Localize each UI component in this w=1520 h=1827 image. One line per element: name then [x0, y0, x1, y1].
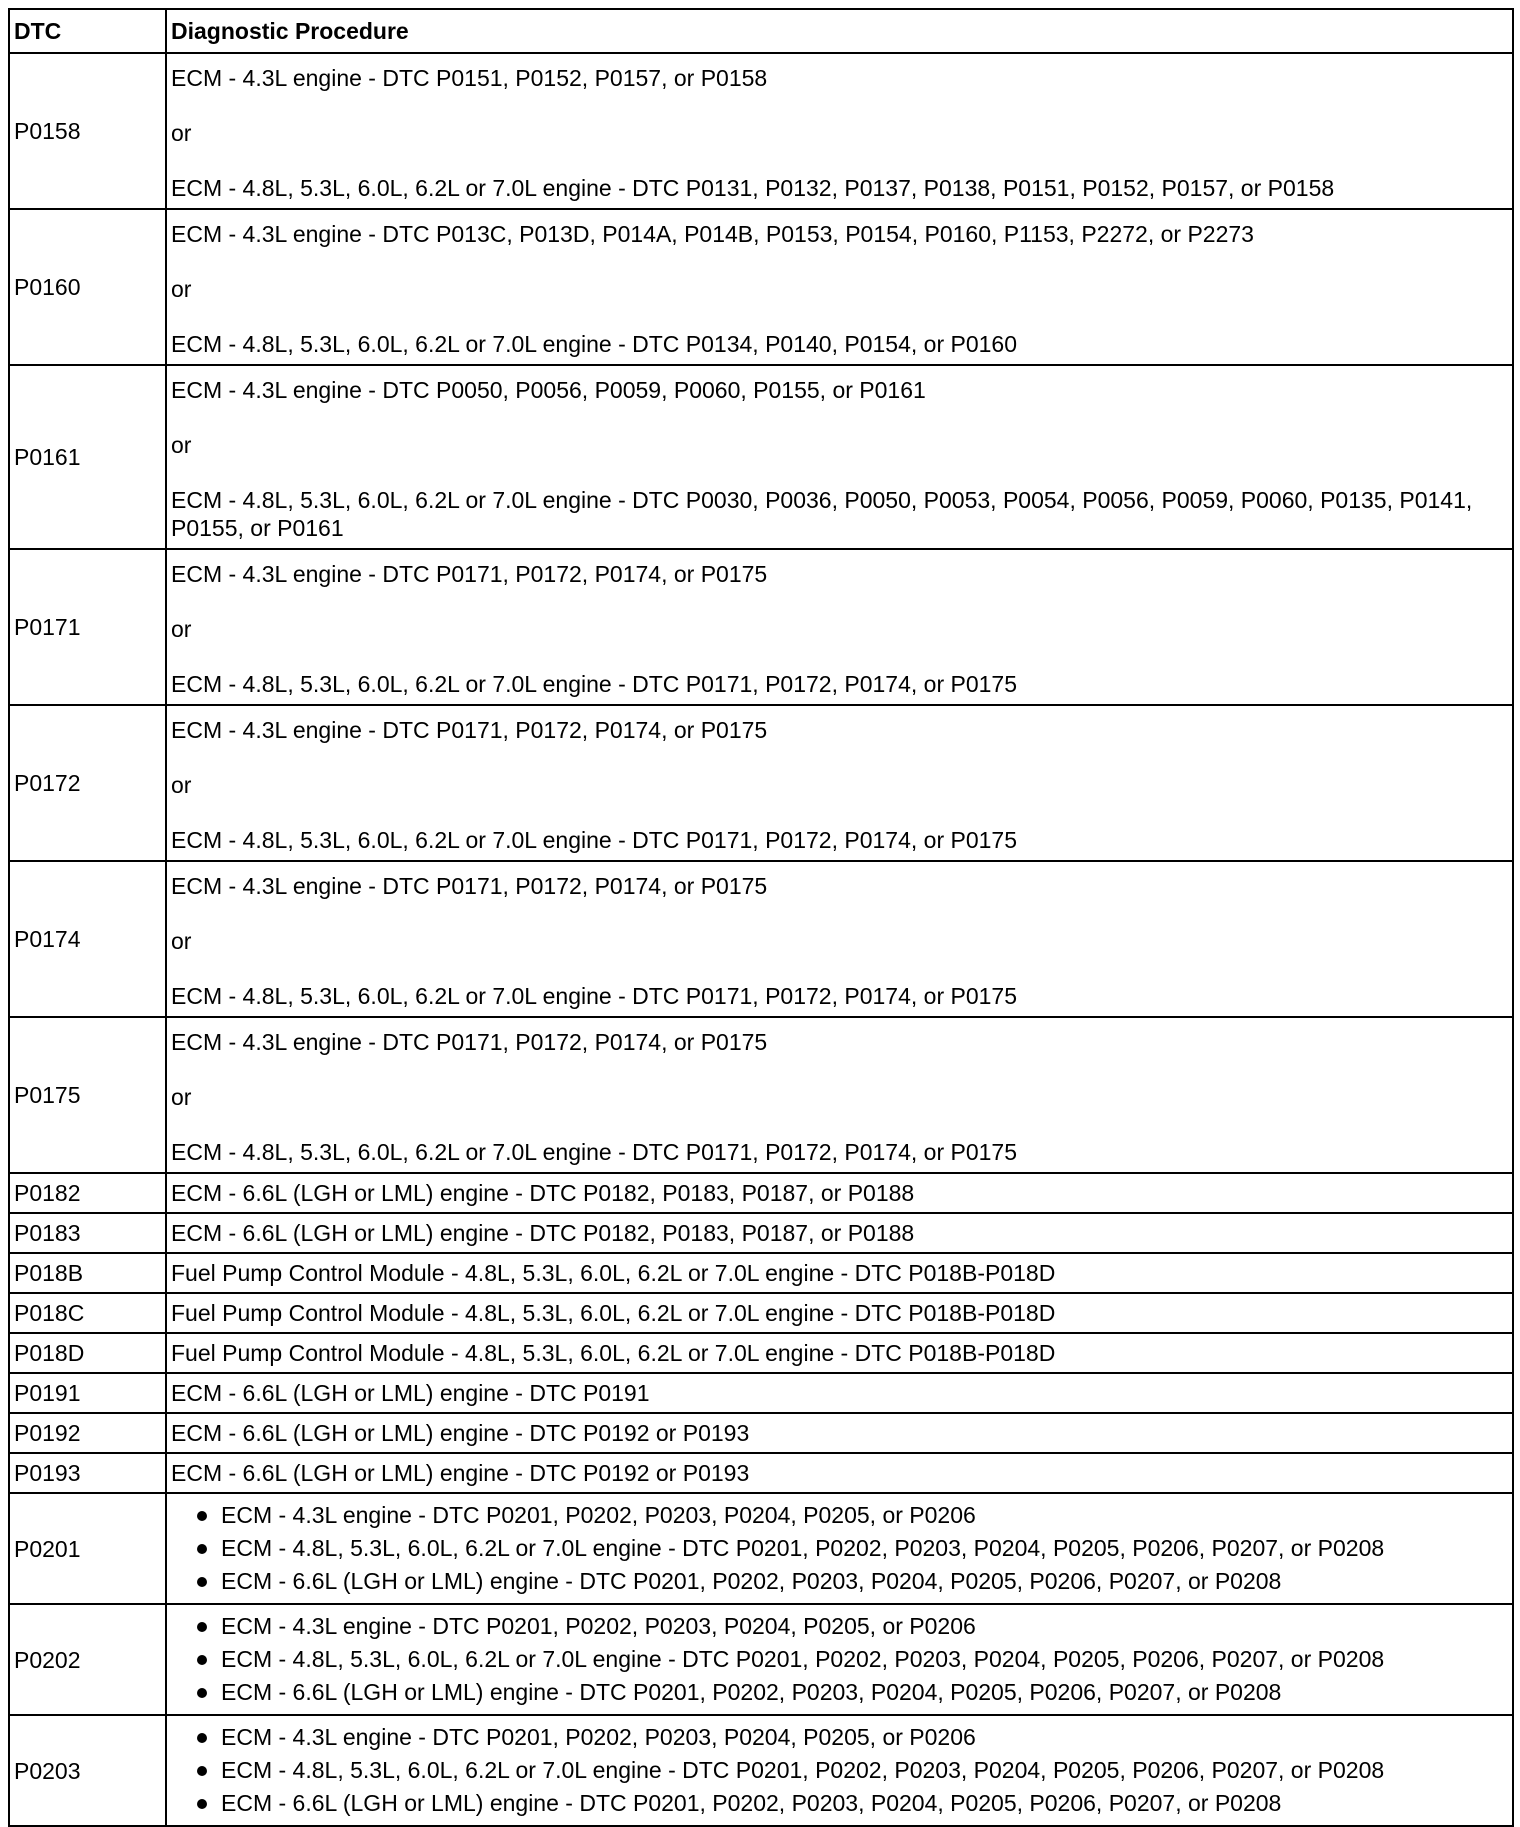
list-item: ECM - 4.3L engine - DTC P0201, P0202, P0203, P0204, P0205, or P0206 [173, 1721, 1508, 1754]
table-row [9, 549, 1513, 705]
procedure-option-2: ECM - 4.8L, 5.3L, 6.0L, 6.2L or 7.0L engine - DTC P0134, P0140, P0154, or P0160 [171, 331, 1018, 357]
dtc-code: P0191 [9, 1373, 166, 1413]
dtc-code: P0174 [9, 861, 166, 1017]
procedure-or: or [171, 928, 192, 954]
procedure-option-1: ECM - 4.3L engine - DTC P013C, P013D, P014A, P014B, P0153, P0154, P0160, P1153, P2272, or P2273 [171, 221, 1254, 247]
diagnostic-procedure [166, 861, 1513, 1017]
list-item: ECM - 4.8L, 5.3L, 6.0L, 6.2L or 7.0L engine - DTC P0201, P0202, P0203, P0204, P0205, P0206, P0207, or P0208 [173, 1754, 1508, 1787]
procedure-option-1: ECM - 4.3L engine - DTC P0171, P0172, P0174, or P0175 [171, 1029, 768, 1055]
diagnostic-procedure [166, 365, 1513, 549]
procedure-bullet-list [173, 1610, 1508, 1709]
dtc-code: P0203 [9, 1715, 166, 1826]
dtc-table [8, 8, 1514, 1827]
dtc-code: P0160 [9, 209, 166, 365]
procedure-option-2: ECM - 4.8L, 5.3L, 6.0L, 6.2L or 7.0L engine - DTC P0171, P0172, P0174, or P0175 [171, 827, 1018, 853]
procedure-option-2: ECM - 4.8L, 5.3L, 6.0L, 6.2L or 7.0L engine - DTC P0030, P0036, P0050, P0053, P0054, P0056, P0059, P0060, P0135, P0141, P0155, or P0161 [171, 487, 1473, 541]
diagnostic-procedure: Fuel Pump Control Module - 4.8L, 5.3L, 6.0L, 6.2L or 7.0L engine - DTC P018B-P018D [166, 1333, 1513, 1373]
diagnostic-procedure: ECM - 6.6L (LGH or LML) engine - DTC P0191 [166, 1373, 1513, 1413]
diagnostic-procedure [166, 1017, 1513, 1173]
list-item: ECM - 4.8L, 5.3L, 6.0L, 6.2L or 7.0L engine - DTC P0201, P0202, P0203, P0204, P0205, P0206, P0207, or P0208 [173, 1643, 1508, 1676]
table-row [9, 1715, 1513, 1826]
procedure-option-1: ECM - 4.3L engine - DTC P0050, P0056, P0059, P0060, P0155, or P0161 [171, 377, 926, 403]
table-row [9, 53, 1513, 209]
dtc-code: P018C [9, 1293, 166, 1333]
table-row [9, 1253, 1513, 1293]
procedure-option-1: ECM - 4.3L engine - DTC P0171, P0172, P0174, or P0175 [171, 561, 768, 587]
procedure-or: or [171, 1084, 192, 1110]
table-row [9, 861, 1513, 1017]
dtc-code: P0161 [9, 365, 166, 549]
column-header-diagnostic-procedure: Diagnostic Procedure [166, 9, 1513, 53]
procedure-option-2: ECM - 4.8L, 5.3L, 6.0L, 6.2L or 7.0L engine - DTC P0171, P0172, P0174, or P0175 [171, 1139, 1018, 1165]
list-item: ECM - 6.6L (LGH or LML) engine - DTC P0201, P0202, P0203, P0204, P0205, P0206, P0207, or P0208 [173, 1565, 1508, 1598]
table-header-row [9, 9, 1513, 53]
table-row [9, 365, 1513, 549]
procedure-option-1: ECM - 4.3L engine - DTC P0171, P0172, P0174, or P0175 [171, 873, 768, 899]
table-row [9, 705, 1513, 861]
diagnostic-procedure [166, 1715, 1513, 1826]
dtc-code: P0193 [9, 1453, 166, 1493]
procedure-or: or [171, 616, 192, 642]
diagnostic-procedure [166, 209, 1513, 365]
table-row [9, 1333, 1513, 1373]
procedure-or: or [171, 772, 192, 798]
diagnostic-procedure: ECM - 6.6L (LGH or LML) engine - DTC P0192 or P0193 [166, 1453, 1513, 1493]
table-row [9, 1173, 1513, 1213]
procedure-option-2: ECM - 4.8L, 5.3L, 6.0L, 6.2L or 7.0L engine - DTC P0171, P0172, P0174, or P0175 [171, 671, 1018, 697]
diagnostic-procedure: ECM - 6.6L (LGH or LML) engine - DTC P0192 or P0193 [166, 1413, 1513, 1453]
dtc-code: P018D [9, 1333, 166, 1373]
table-row [9, 1493, 1513, 1604]
list-item: ECM - 6.6L (LGH or LML) engine - DTC P0201, P0202, P0203, P0204, P0205, P0206, P0207, or P0208 [173, 1676, 1508, 1709]
list-item: ECM - 4.3L engine - DTC P0201, P0202, P0203, P0204, P0205, or P0206 [173, 1499, 1508, 1532]
column-header-dtc: DTC [9, 9, 166, 53]
procedure-option-1: ECM - 4.3L engine - DTC P0171, P0172, P0174, or P0175 [171, 717, 768, 743]
dtc-code: P0171 [9, 549, 166, 705]
diagnostic-procedure [166, 705, 1513, 861]
procedure-option-1: ECM - 4.3L engine - DTC P0151, P0152, P0157, or P0158 [171, 65, 768, 91]
procedure-option-2: ECM - 4.8L, 5.3L, 6.0L, 6.2L or 7.0L engine - DTC P0131, P0132, P0137, P0138, P0151, P0152, P0157, or P0158 [171, 175, 1335, 201]
table-row [9, 1293, 1513, 1333]
diagnostic-procedure: ECM - 6.6L (LGH or LML) engine - DTC P0182, P0183, P0187, or P0188 [166, 1173, 1513, 1213]
diagnostic-procedure [166, 1604, 1513, 1715]
list-item: ECM - 4.3L engine - DTC P0201, P0202, P0203, P0204, P0205, or P0206 [173, 1610, 1508, 1643]
dtc-code: P0158 [9, 53, 166, 209]
dtc-code: P0175 [9, 1017, 166, 1173]
diagnostic-procedure: Fuel Pump Control Module - 4.8L, 5.3L, 6.0L, 6.2L or 7.0L engine - DTC P018B-P018D [166, 1253, 1513, 1293]
dtc-code: P0182 [9, 1173, 166, 1213]
dtc-code: P0172 [9, 705, 166, 861]
diagnostic-procedure: ECM - 6.6L (LGH or LML) engine - DTC P0182, P0183, P0187, or P0188 [166, 1213, 1513, 1253]
table-row [9, 1604, 1513, 1715]
table-row [9, 209, 1513, 365]
list-item: ECM - 6.6L (LGH or LML) engine - DTC P0201, P0202, P0203, P0204, P0205, P0206, P0207, or P0208 [173, 1787, 1508, 1820]
dtc-code: P018B [9, 1253, 166, 1293]
dtc-code: P0201 [9, 1493, 166, 1604]
table-row [9, 1453, 1513, 1493]
procedure-bullet-list [173, 1721, 1508, 1820]
dtc-code: P0192 [9, 1413, 166, 1453]
procedure-bullet-list [173, 1499, 1508, 1598]
dtc-code: P0183 [9, 1213, 166, 1253]
diagnostic-procedure [166, 1493, 1513, 1604]
procedure-option-2: ECM - 4.8L, 5.3L, 6.0L, 6.2L or 7.0L engine - DTC P0171, P0172, P0174, or P0175 [171, 983, 1018, 1009]
procedure-or: or [171, 276, 192, 302]
table-row [9, 1373, 1513, 1413]
procedure-or: or [171, 120, 192, 146]
diagnostic-procedure: Fuel Pump Control Module - 4.8L, 5.3L, 6.0L, 6.2L or 7.0L engine - DTC P018B-P018D [166, 1293, 1513, 1333]
procedure-or: or [171, 432, 192, 458]
table-row [9, 1413, 1513, 1453]
diagnostic-procedure [166, 549, 1513, 705]
list-item: ECM - 4.8L, 5.3L, 6.0L, 6.2L or 7.0L engine - DTC P0201, P0202, P0203, P0204, P0205, P0206, P0207, or P0208 [173, 1532, 1508, 1565]
table-row [9, 1017, 1513, 1173]
table-row [9, 1213, 1513, 1253]
dtc-code: P0202 [9, 1604, 166, 1715]
diagnostic-procedure [166, 53, 1513, 209]
